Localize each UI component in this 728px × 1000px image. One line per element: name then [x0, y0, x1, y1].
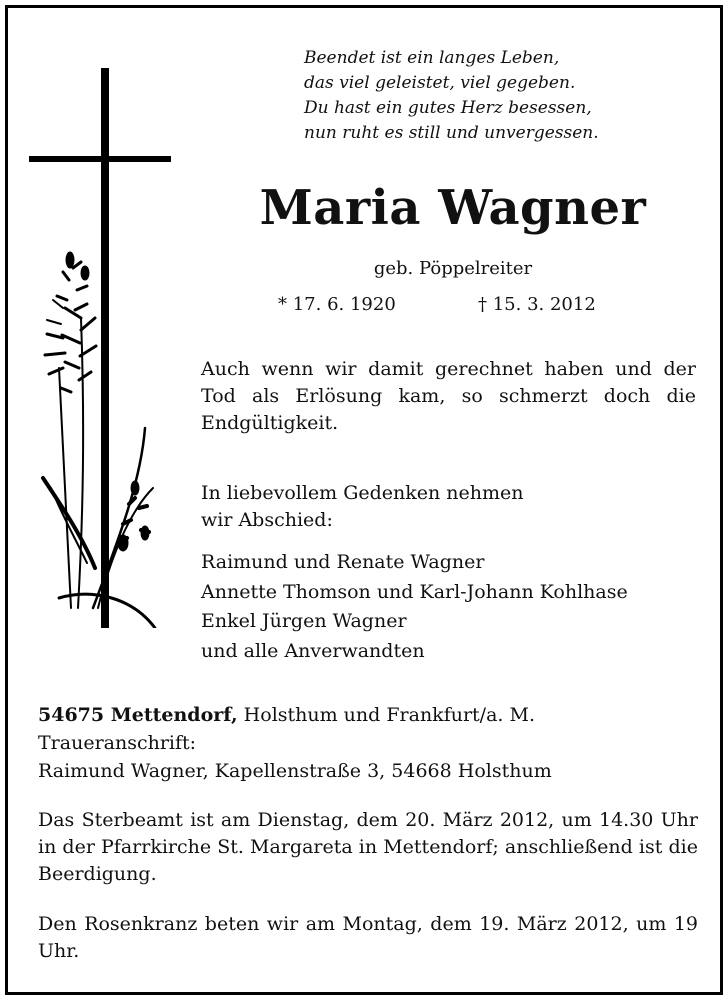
- place-rest: Holsthum und Frankfurt/a. M.: [237, 704, 535, 726]
- farewell-intro-line: wir Abschied:: [201, 509, 333, 531]
- mourner-entry: und alle Anverwandten: [201, 639, 425, 662]
- cross-icon: [29, 68, 171, 628]
- mourner-entry: Raimund und Renate Wagner: [201, 551, 485, 573]
- obituary-notice: [5, 5, 723, 995]
- farewell-intro: [201, 480, 696, 534]
- address-block: [38, 701, 708, 785]
- birth-name: geb. Pöppelreiter: [373, 258, 533, 279]
- address-label: Traueranschrift:: [38, 732, 197, 754]
- deceased-name: Maria Wagner: [259, 180, 647, 236]
- service-paragraph: Das Sterbeamt ist am Dienstag, dem 20. März 2012, um 14.30 Uhr in der Pfarrkirche St. Margareta in Mettendorf; anschließend ist die Beerdigung.: [38, 809, 698, 885]
- poem-line: Du hast ein gutes Herz besessen,: [304, 98, 592, 118]
- poem: [304, 46, 684, 146]
- place-line: [38, 701, 708, 729]
- mourners-list: [201, 548, 716, 666]
- place-bold: 54675 Mettendorf,: [38, 704, 238, 726]
- birth-date: * 17. 6. 1920: [278, 294, 396, 315]
- rosary-paragraph: Den Rosenkranz beten wir am Montag, dem 19. März 2012, um 19 Uhr.: [38, 913, 698, 962]
- message-paragraph: Auch wenn wir damit gerechnet haben und der Tod als Erlösung kam, so schmerzt doch die Endgültigkeit.: [201, 358, 696, 434]
- poem-line: Beendet ist ein langes Leben,: [304, 48, 560, 68]
- farewell-intro-line: In liebevollem Gedenken nehmen: [201, 482, 524, 504]
- cross-with-grass-illustration: [23, 68, 193, 628]
- mourner-entry: Annette Thomson und Karl-Johann Kohlhase: [201, 580, 628, 603]
- poem-line: nun ruht es still und unvergessen.: [304, 123, 599, 143]
- death-date: † 15. 3. 2012: [478, 294, 596, 315]
- address-line: Raimund Wagner, Kapellenstraße 3, 54668 Holsthum: [38, 760, 552, 782]
- mourner-entry: Enkel Jürgen Wagner: [201, 610, 407, 632]
- poem-line: das viel geleistet, viel gegeben.: [304, 73, 576, 93]
- grass-icon: [43, 252, 155, 628]
